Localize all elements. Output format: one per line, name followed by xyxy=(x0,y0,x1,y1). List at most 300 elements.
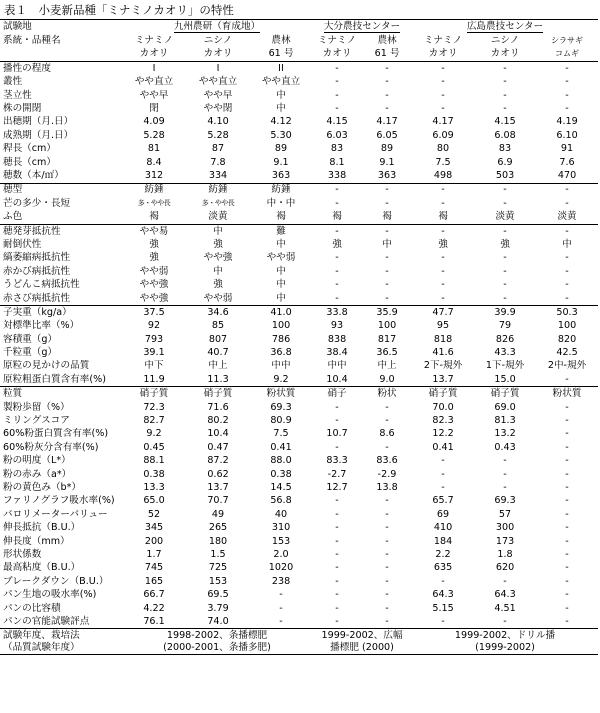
row-label: 60%粉灰分含有率(%) xyxy=(3,441,99,453)
table-cell: - xyxy=(565,535,569,547)
table-cell: 4.22 xyxy=(143,602,165,614)
table-row xyxy=(0,401,598,414)
table-cell: - xyxy=(335,415,339,427)
table-row xyxy=(0,615,598,629)
table-cell: 6.09 xyxy=(432,129,454,141)
table-cell: - xyxy=(441,76,445,88)
table-row xyxy=(0,548,598,561)
header-variety-label-2 xyxy=(0,48,122,62)
table-cell: やや早 xyxy=(203,89,233,101)
table-cell: 6.05 xyxy=(376,129,398,141)
table-cell: 閉 xyxy=(149,103,159,115)
table-cell: やや直立 xyxy=(134,76,174,88)
table-cell: 4.09 xyxy=(143,116,165,128)
table-cell: 47.7 xyxy=(412,306,474,320)
table-cell: - xyxy=(503,197,507,209)
table-row xyxy=(0,414,598,427)
table-cell: - xyxy=(362,224,412,238)
table-cell: - xyxy=(474,62,536,76)
table-cell: - xyxy=(335,279,339,291)
table-cell: - xyxy=(536,62,598,76)
table-cell: - xyxy=(362,62,412,76)
table-cell: - xyxy=(503,103,507,115)
table-cell: - xyxy=(441,468,445,480)
table-cell: 5.15 xyxy=(432,602,454,614)
row-label: 製粉歩留（%） xyxy=(3,401,70,413)
table-cell: 40.7 xyxy=(207,347,229,359)
table-cell: 93 xyxy=(330,320,344,332)
table-cell: やや易 xyxy=(122,224,186,238)
table-cell: 中 xyxy=(276,292,286,304)
row-label: 株の開閉 xyxy=(3,103,42,115)
table-cell: - xyxy=(565,89,569,101)
table-row xyxy=(0,602,598,615)
header-variety-cell: 61 号 xyxy=(268,48,294,60)
table-cell: - xyxy=(385,508,389,520)
table-cell: 265 xyxy=(208,522,228,534)
table-cell: 13.3 xyxy=(143,482,165,493)
table-cell: 強 xyxy=(438,238,448,250)
table-cell: - xyxy=(474,224,536,238)
table-cell: - xyxy=(441,252,445,264)
table-cell: - xyxy=(441,265,445,277)
table-cell: 0.41 xyxy=(270,441,292,453)
table-cell: - xyxy=(565,615,569,627)
row-label: うどんこ病抵抗性 xyxy=(3,279,80,291)
table-cell: やや直立 xyxy=(198,76,238,88)
row-label: バロリメーターバリュー xyxy=(3,508,108,520)
table-cell: 40 xyxy=(274,508,288,520)
table-cell: - xyxy=(335,103,339,115)
table-cell: - xyxy=(503,265,507,277)
table-cell: 74.0 xyxy=(207,615,229,627)
header-site-kyushu: 九州農研（育成地） xyxy=(122,20,312,35)
table-cell: 33.8 xyxy=(312,306,362,320)
table-cell: - xyxy=(385,562,389,574)
table-cell: - xyxy=(565,373,569,385)
table-cell: 838 xyxy=(327,333,347,345)
row-label: ミリングスコア xyxy=(3,415,70,427)
table-cell: - xyxy=(385,575,389,587)
table-cell: - xyxy=(565,279,569,291)
header-variety-cell: カオリ xyxy=(139,48,169,60)
table-row xyxy=(0,102,598,115)
table-cell: 81.3 xyxy=(494,415,516,427)
table-cell: 345 xyxy=(144,522,164,534)
row-label: 原粒粗蛋白質含有率(%) xyxy=(3,373,106,385)
table-cell: 0.38 xyxy=(143,468,165,480)
table-cell: 0.38 xyxy=(270,468,292,480)
table-cell: 強 xyxy=(500,238,510,250)
table-cell: - xyxy=(503,615,507,627)
table-cell: - xyxy=(536,183,598,197)
table-cell: I xyxy=(186,62,250,76)
header-variety-cell: ニシノ xyxy=(490,34,520,46)
table-cell: 92 xyxy=(147,320,161,332)
table-cell: 620 xyxy=(495,562,515,574)
table-cell: - xyxy=(335,76,339,88)
table-cell: - xyxy=(565,76,569,88)
table-row xyxy=(0,89,598,102)
table-cell: - xyxy=(385,495,389,507)
table-cell: - xyxy=(335,615,339,627)
table-cell: - xyxy=(312,224,362,238)
header-variety-cell: 農林 xyxy=(377,34,397,46)
table-cell: - xyxy=(565,562,569,574)
table-cell: 173 xyxy=(495,535,515,547)
table-cell: 34.6 xyxy=(186,306,250,320)
table-cell: - xyxy=(565,522,569,534)
table-cell: - xyxy=(565,265,569,277)
table-cell: - xyxy=(565,495,569,507)
table-row xyxy=(0,441,598,454)
table-cell: 中上 xyxy=(377,360,397,372)
table-row xyxy=(0,387,598,401)
table-cell: - xyxy=(536,224,598,238)
table-cell: - xyxy=(441,482,445,493)
table-cell: 89 xyxy=(380,143,394,155)
table-cell: - xyxy=(385,103,389,115)
table-cell: 0.41 xyxy=(432,441,454,453)
table-cell: 中 xyxy=(562,238,572,250)
table-row xyxy=(0,360,598,373)
row-label: 播性の程度 xyxy=(0,62,122,76)
table-cell: - xyxy=(565,401,569,413)
footer-row xyxy=(0,629,598,655)
table-cell: 88.0 xyxy=(270,455,292,467)
row-label: 原粒の見かけの品質 xyxy=(3,360,90,372)
table-cell: 硝子質 xyxy=(412,387,474,401)
row-label: ブレークダウン（B.U.） xyxy=(3,575,109,587)
header-site-label: 試験地 xyxy=(0,20,122,35)
table-cell: 中上 xyxy=(208,360,228,372)
table-cell: 1020 xyxy=(268,562,294,574)
table-cell: 褐 xyxy=(149,211,159,223)
header-row-sites xyxy=(0,20,598,35)
table-cell: 88.1 xyxy=(143,455,165,467)
table-cell: 165 xyxy=(144,575,164,587)
table-cell: 69.5 xyxy=(207,589,229,601)
row-label: 容積重（g） xyxy=(3,333,58,345)
row-label: 粉の黄色み（b*） xyxy=(3,482,82,493)
row-label: 穂数（本/㎡） xyxy=(3,170,64,182)
row-label: 芒の多少・長短 xyxy=(3,197,71,209)
table-cell: - xyxy=(279,615,283,627)
table-row xyxy=(0,142,598,155)
table-cell: - xyxy=(335,535,339,547)
table-cell: 中 xyxy=(276,103,286,115)
row-label: 茎立性 xyxy=(3,89,32,101)
table-cell: - xyxy=(565,589,569,601)
table-cell: - xyxy=(503,292,507,304)
table-cell: - xyxy=(441,103,445,115)
table-cell: - xyxy=(385,522,389,534)
header-site-oita: 大分農技センター xyxy=(312,20,412,35)
table-cell: 57 xyxy=(498,508,512,520)
table-cell: 6.03 xyxy=(326,129,348,141)
table-cell: 1.7 xyxy=(146,548,162,560)
table-cell: - xyxy=(362,183,412,197)
table-cell: 15.0 xyxy=(494,373,516,385)
row-label: 赤さび病抵抗性 xyxy=(3,292,71,304)
table-cell: 89 xyxy=(274,143,288,155)
row-label: 粉の明度（L*） xyxy=(3,455,71,467)
table-cell: 2.0 xyxy=(273,548,289,560)
table-cell: - xyxy=(385,279,389,291)
table-cell: 褐 xyxy=(382,211,392,223)
row-label: 形状係数 xyxy=(3,548,42,560)
table-cell: 470 xyxy=(557,170,577,182)
table-cell: 中 xyxy=(382,238,392,250)
table-cell: やや強 xyxy=(139,292,169,304)
table-cell: 中 xyxy=(186,224,250,238)
table-cell: 7.5 xyxy=(435,156,451,168)
table-cell: 35.9 xyxy=(362,306,412,320)
row-label: ふ色 xyxy=(3,211,23,223)
row-label: 粒質 xyxy=(0,387,122,401)
table-cell: - xyxy=(335,495,339,507)
table-cell: - xyxy=(441,279,445,291)
table-cell: - xyxy=(503,279,507,291)
table-row xyxy=(0,278,598,291)
table-cell: 中 xyxy=(276,89,286,101)
row-label: 千粒重（g） xyxy=(3,347,58,359)
table-cell: 4.15 xyxy=(326,116,348,128)
table-cell: 2下-規外 xyxy=(423,360,463,372)
table-cell: 70.7 xyxy=(207,495,229,507)
row-label: 穂型 xyxy=(0,183,122,197)
table-cell: 中・中 xyxy=(266,197,296,209)
table-cell: 36.5 xyxy=(376,347,398,359)
table-cell: - xyxy=(335,575,339,587)
table-cell: 4.12 xyxy=(270,116,292,128)
table-cell: - xyxy=(335,197,339,209)
table-cell: 184 xyxy=(433,535,453,547)
table-row xyxy=(0,575,598,588)
row-label: 子実重（kg/a） xyxy=(0,306,122,320)
table-cell: - xyxy=(335,89,339,101)
row-label: パン生地の吸水率(%) xyxy=(3,589,97,601)
table-row xyxy=(0,346,598,359)
table-cell: 334 xyxy=(208,170,228,182)
row-label: 赤かび病抵抗性 xyxy=(3,265,71,277)
row-label: 叢性 xyxy=(3,76,23,88)
table-cell: 36.8 xyxy=(270,347,292,359)
table-cell: 100 xyxy=(557,320,577,332)
table-cell: 12.2 xyxy=(432,428,454,440)
table-cell: 80 xyxy=(436,143,450,155)
table-cell: - xyxy=(565,468,569,480)
header-variety-cell: カオリ xyxy=(490,48,520,60)
table-cell: - xyxy=(503,468,507,480)
table-cell: 紡錘 xyxy=(250,183,312,197)
header-variety-label: 系統・品種名 xyxy=(3,34,61,46)
row-label: 出穂期（月.日） xyxy=(3,116,74,128)
table-cell: 中 xyxy=(276,279,286,291)
table-cell: - xyxy=(412,183,474,197)
table-cell: - xyxy=(441,455,445,467)
table-cell: 100 xyxy=(377,320,397,332)
table-cell: 42.5 xyxy=(556,347,578,359)
table-cell: - xyxy=(385,441,389,453)
table-cell: 300 xyxy=(495,522,515,534)
table-cell: 635 xyxy=(433,562,453,574)
table-cell: 紡錘 xyxy=(122,183,186,197)
table-cell: 76.1 xyxy=(143,615,165,627)
table-cell: - xyxy=(279,589,283,601)
table-row xyxy=(0,265,598,278)
table-cell: 38.4 xyxy=(326,347,348,359)
table-row xyxy=(0,306,598,320)
table-cell: 9.0 xyxy=(379,373,395,385)
header-row-varieties xyxy=(0,34,598,48)
table-cell: 56.8 xyxy=(270,495,292,507)
table-cell: - xyxy=(335,265,339,277)
table-cell: 5.28 xyxy=(207,129,229,141)
table-cell: - xyxy=(503,89,507,101)
row-label: 伸長度（mm） xyxy=(3,535,70,547)
table-cell: 9.2 xyxy=(273,373,289,385)
table-row xyxy=(0,428,598,441)
table-cell: 69 xyxy=(436,508,450,520)
table-row xyxy=(0,75,598,88)
table-cell: 0.43 xyxy=(494,441,516,453)
row-label: パンの官能試験評点 xyxy=(3,615,90,627)
table-cell: 818 xyxy=(433,333,453,345)
table-cell: 中 xyxy=(276,238,286,250)
header-variety-cell: コムギ xyxy=(555,49,580,59)
table-cell: 強 xyxy=(213,279,223,291)
table-cell: 83.6 xyxy=(376,455,398,467)
table-cell: - xyxy=(441,197,445,209)
row-label: 伸長抵抗（B.U.） xyxy=(3,522,81,534)
table-cell: 87 xyxy=(211,143,225,155)
table-cell: 310 xyxy=(271,522,291,534)
table-cell: 10.4 xyxy=(326,373,348,385)
table-cell: 8.1 xyxy=(329,156,345,168)
table-cell: - xyxy=(385,252,389,264)
table-cell: - xyxy=(385,292,389,304)
table-cell: - xyxy=(503,76,507,88)
table-cell: 498 xyxy=(433,170,453,182)
row-label: 穂長（cm） xyxy=(3,156,56,168)
table-row xyxy=(0,292,598,306)
header-variety-cell: ニシノ xyxy=(203,34,233,46)
table-cell: - xyxy=(565,575,569,587)
table-row xyxy=(0,238,598,251)
table-cell: 7.5 xyxy=(273,428,289,440)
table-cell: 363 xyxy=(271,170,291,182)
table-cell: - xyxy=(503,252,507,264)
table-cell: 4.17 xyxy=(376,116,398,128)
table-cell: 338 xyxy=(327,170,347,182)
header-variety-cell: 農林 xyxy=(271,34,291,46)
table-cell: 80.9 xyxy=(270,415,292,427)
table-cell: 粉状質 xyxy=(250,387,312,401)
table-cell: 1.5 xyxy=(210,548,226,560)
table-cell: 153 xyxy=(271,535,291,547)
table-cell: - xyxy=(335,292,339,304)
table-cell: - xyxy=(503,575,507,587)
table-cell: 153 xyxy=(208,575,228,587)
table-cell: - xyxy=(385,76,389,88)
table-cell: - xyxy=(385,401,389,413)
table-cell: 81 xyxy=(147,143,161,155)
table-cell: 65.7 xyxy=(432,495,454,507)
table-cell: 4.10 xyxy=(207,116,229,128)
table-cell: 紡錘 xyxy=(186,183,250,197)
table-cell: - xyxy=(385,89,389,101)
table-row xyxy=(0,183,598,197)
table-cell: 95 xyxy=(436,320,450,332)
table-cell: - xyxy=(441,575,445,587)
row-label: 対標準比率（%） xyxy=(3,320,80,332)
table-cell: - xyxy=(565,292,569,304)
row-label: 最高粘度（B.U.） xyxy=(3,562,81,574)
header-row-varieties-2 xyxy=(0,48,598,62)
table-cell: 786 xyxy=(271,333,291,345)
table-cell: 10.7 xyxy=(326,428,348,440)
table-cell: 難 xyxy=(250,224,312,238)
table-row xyxy=(0,156,598,169)
table-cell: やや早 xyxy=(139,89,169,101)
table-cell: やや弱 xyxy=(139,265,169,277)
table-cell: 66.7 xyxy=(143,589,165,601)
table-cell: 強 xyxy=(213,238,223,250)
table-cell: 0.45 xyxy=(143,441,165,453)
table-cell: - xyxy=(565,428,569,440)
table-cell: 中下 xyxy=(144,360,164,372)
table-cell: 82.3 xyxy=(432,415,454,427)
table-cell: 83.3 xyxy=(326,455,348,467)
table-cell: 312 xyxy=(144,170,164,182)
table-row xyxy=(0,373,598,387)
table-row xyxy=(0,319,598,332)
table-cell: 83 xyxy=(330,143,344,155)
table-cell: - xyxy=(335,522,339,534)
table-cell: 硝子質 xyxy=(474,387,536,401)
table-cell: 80.2 xyxy=(207,415,229,427)
table-row xyxy=(0,468,598,481)
table-cell: 9.2 xyxy=(146,428,162,440)
table-row xyxy=(0,561,598,574)
header-variety-cell: ミナミノ xyxy=(134,34,174,46)
table-cell: 41.6 xyxy=(432,347,454,359)
table-cell: - xyxy=(565,441,569,453)
footer-hiroshima: 1999-2002、ドリル播 (1999-2002) xyxy=(412,629,598,655)
table-cell: 粉状質 xyxy=(536,387,598,401)
table-cell: 4.17 xyxy=(432,116,454,128)
table-cell: 硝子質 xyxy=(186,387,250,401)
row-label: 成熟期（月.日） xyxy=(3,129,74,141)
table-cell: - xyxy=(565,415,569,427)
table-row xyxy=(0,129,598,142)
table-cell: 褐 xyxy=(276,211,286,223)
table-cell: 69.3 xyxy=(270,401,292,413)
table-cell: - xyxy=(565,252,569,264)
table-cell: やや弱 xyxy=(266,252,296,264)
table-cell: - xyxy=(385,602,389,614)
table-row xyxy=(0,333,598,346)
table-row xyxy=(0,588,598,601)
table-row xyxy=(0,535,598,548)
table-row xyxy=(0,251,598,264)
table-cell: - xyxy=(503,455,507,467)
table-row xyxy=(0,116,598,129)
table-cell: - xyxy=(335,602,339,614)
table-cell: 3.79 xyxy=(207,602,229,614)
table-cell: 43.3 xyxy=(494,347,516,359)
